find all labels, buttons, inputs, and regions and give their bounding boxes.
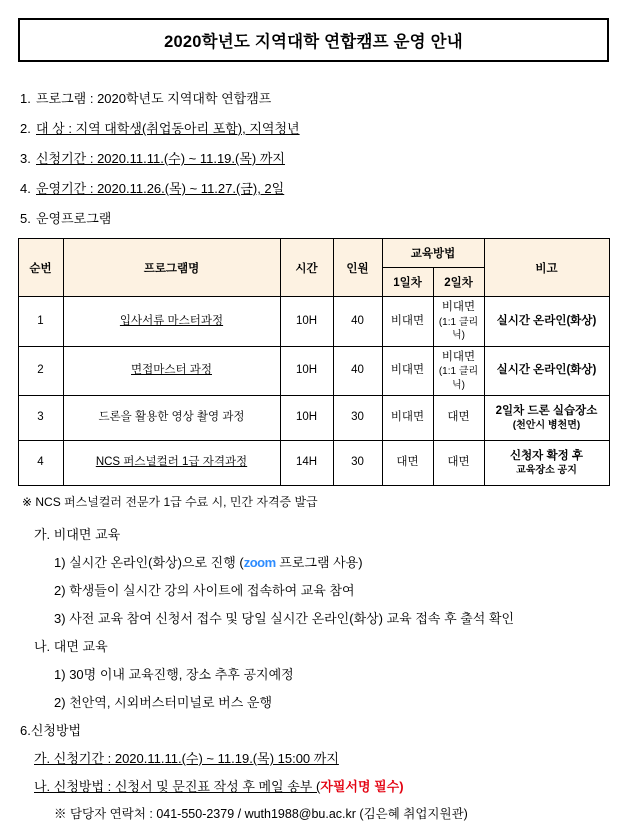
table-row: [18, 396, 609, 441]
outline-ga-item-1: [20, 552, 613, 571]
list-item-text: 운영프로그램: [36, 211, 112, 226]
list-item-text: 대 상 : 지역 대학생(취업동아리 포함), 지역청년: [36, 121, 300, 136]
cell-day1: 비대면: [382, 346, 433, 396]
outline-prefix: 2): [54, 583, 66, 599]
outline-item-6-ga-text: 가. 신청기간 : 2020.11.11.(수) ~ 11.19.(목) 15:00 까지: [34, 751, 339, 767]
cell-no: 3: [18, 396, 63, 441]
table-row: [18, 441, 609, 486]
cell-capacity: 40: [333, 297, 382, 347]
header-method: 교육방법: [382, 239, 484, 268]
list-item: [20, 88, 613, 107]
cell-capacity: 40: [333, 346, 382, 396]
outline-text-after: 프로그램 사용): [275, 555, 363, 571]
cell-note: [484, 346, 609, 396]
table-header: [18, 239, 609, 297]
cell-no: 1: [18, 297, 63, 347]
list-item-number: 5.: [20, 211, 31, 226]
header-no: 순번: [18, 239, 63, 297]
outline-na-item-2: [20, 692, 613, 711]
outline-ga-item-2: [20, 580, 613, 599]
cell-program-text: 드론을 활용한 영상 촬영 과정: [98, 411, 245, 424]
outline-item-6-na-pre: 나. 신청방법 : 신청서 및 문진표 작성 후 메일 송부 (: [34, 779, 321, 795]
cell-day2: 대면: [433, 441, 484, 486]
outline-text: 30명 이내 교육진행, 장소 추후 공지예정: [69, 667, 294, 683]
outline-item-6: [20, 720, 613, 739]
cell-program-text: 입사서류 마스터과정: [119, 314, 224, 327]
cell-no: 4: [18, 441, 63, 486]
list-item-number: 3.: [20, 151, 31, 166]
cell-day2-sub: (1:1 클리닉): [438, 316, 479, 342]
cell-time: 10H: [280, 297, 333, 347]
list-item-number: 1.: [20, 91, 31, 106]
header-time: 시간: [280, 239, 333, 297]
cell-program: [63, 297, 280, 347]
cell-note-main: 신청자 확정 후: [509, 449, 584, 462]
outline-na-item-1: [20, 664, 613, 683]
outline-ga-item-3: [20, 608, 613, 627]
cell-time: 10H: [280, 346, 333, 396]
cell-day2-main: 비대면: [441, 301, 476, 313]
cell-time: 10H: [280, 396, 333, 441]
cell-program: [63, 441, 280, 486]
outline-prefix: 1): [54, 667, 66, 683]
cell-day2: [433, 297, 484, 347]
outline-na-label: 나. 대면 교육: [34, 639, 108, 655]
header-program: 프로그램명: [63, 239, 280, 297]
outline-item-number: 6.: [20, 723, 31, 739]
outline-text: 학생들이 실시간 강의 사이트에 접속하여 교육 참여: [69, 583, 355, 599]
outline-prefix: 1): [54, 555, 66, 571]
header-note: 비고: [484, 239, 609, 297]
list-item: [20, 118, 613, 137]
header-capacity: 인원: [333, 239, 382, 297]
intro-list: [14, 88, 613, 227]
outline-ga-label: 가. 비대면 교육: [34, 527, 121, 543]
outline-prefix: 2): [54, 695, 66, 711]
list-item-number: 2.: [20, 121, 31, 136]
outline-text: 천안역, 시외버스터미널로 버스 운행: [69, 695, 273, 711]
contact-text: ※ 담당자 연락처 : 041-550-2379 / wuth1988@bu.ac.kr (김은혜 취업지원관): [54, 807, 468, 822]
outline-text: 사전 교육 참여 신청서 접수 및 당일 실시간 온라인(화상) 교육 접속 후 출석 확인: [69, 611, 515, 627]
detail-outline: [14, 524, 613, 822]
cell-program-text: NCS 퍼스널컬러 1급 자격과정: [95, 456, 248, 469]
list-item-text: 신청기간 : 2020.11.11.(수) ~ 11.19.(목) 까지: [36, 151, 285, 166]
table-row: [18, 297, 609, 347]
table-footnote: ※ NCS 퍼스널컬러 전문가 1급 수료 시, 민간 자격증 발급: [22, 495, 318, 510]
cell-note-sub: (천안시 병천면): [512, 420, 581, 432]
cell-no: 2: [18, 346, 63, 396]
list-item-text: 운영기간 : 2020.11.26.(목) ~ 11.27.(금), 2일: [36, 181, 285, 196]
list-item-number: 4.: [20, 181, 31, 196]
cell-day2: 대면: [433, 396, 484, 441]
outline-item-6-na-post: ): [399, 779, 404, 795]
outline-item-6-na: [20, 776, 613, 795]
cell-note: [484, 441, 609, 486]
cell-day2-sub: (1:1 클리닉): [438, 366, 479, 391]
cell-program: [63, 396, 280, 441]
list-item: [20, 208, 613, 227]
header-day1: 1일차: [382, 268, 433, 297]
cell-program-text: 면접마스터 과정: [131, 364, 212, 377]
outline-item-6-na-emphasis: 자필서명 필수: [320, 779, 400, 795]
cell-program: [63, 346, 280, 396]
cell-note: [484, 396, 609, 441]
zoom-logo: zoom: [243, 555, 276, 571]
cell-day2-main: 비대면: [441, 350, 476, 363]
list-item-text: 프로그램 : 2020학년도 지역대학 연합캠프: [36, 91, 272, 106]
cell-capacity: 30: [333, 441, 382, 486]
outline-prefix: 3): [54, 611, 66, 627]
cell-note-main: 실시간 온라인(화상): [496, 364, 597, 377]
document-title-box: [18, 18, 609, 62]
outline-item-text: 신청방법: [30, 723, 82, 739]
cell-note-main: 실시간 온라인(화상): [496, 314, 597, 327]
cell-note: [484, 297, 609, 347]
cell-day1: 비대면: [382, 297, 433, 347]
cell-day2: [433, 346, 484, 396]
header-day2: 2일차: [433, 268, 484, 297]
cell-day1: 대면: [382, 441, 433, 486]
cell-note-sub: 교육장소 공지: [516, 465, 577, 477]
cell-capacity: 30: [333, 396, 382, 441]
contact-line: [20, 804, 613, 822]
outline-text-before: 실시간 온라인(화상)으로 진행 (: [69, 555, 244, 571]
program-table: [18, 238, 610, 486]
cell-day1: 비대면: [382, 396, 433, 441]
table-row: [18, 346, 609, 396]
page-title: 2020학년도 지역대학 연합캠프 운영 안내: [164, 33, 463, 51]
outline-item-6-ga: [20, 748, 613, 767]
cell-note-main: 2일차 드론 실습장소: [495, 404, 598, 417]
list-item: [20, 148, 613, 167]
cell-time: 14H: [280, 441, 333, 486]
table-body: [18, 297, 609, 486]
list-item: [20, 178, 613, 197]
table-header-row: [18, 239, 609, 268]
